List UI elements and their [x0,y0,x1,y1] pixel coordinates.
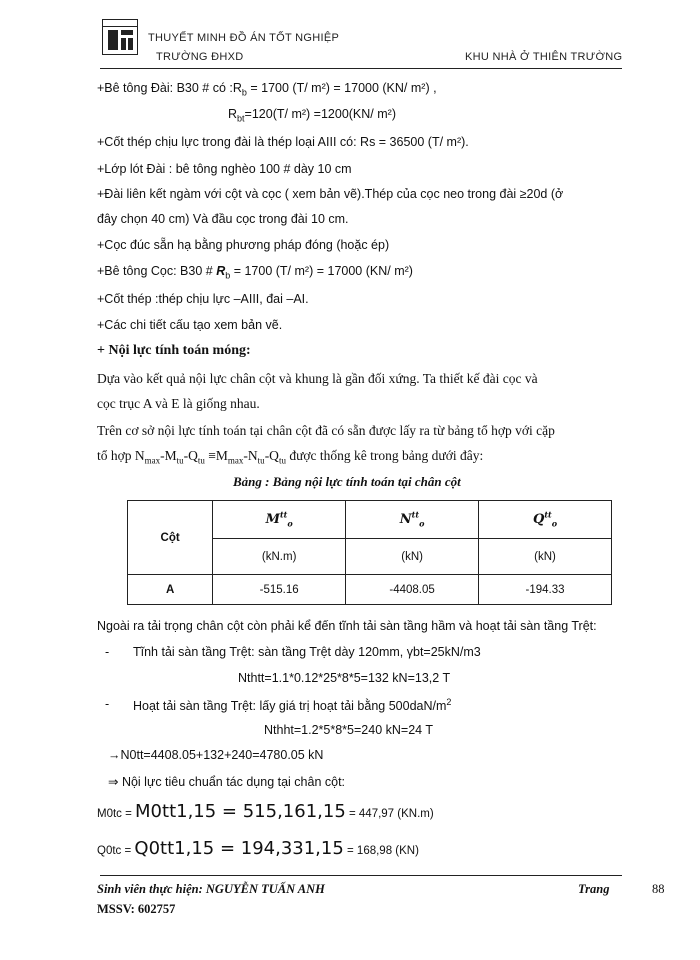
footer-mssv: MSSV: 602757 [97,902,176,916]
line-pile-concrete: +Bê tông Cọc: B30 # $R_b = 1700$ (T/ m²) = 17000 (KN/ m²) [97,264,413,281]
footer-student: Sinh viên thực hiện: NGUYỄN TUẤN ANH [97,882,325,896]
shear-standard-formula: Q0tc = Q0tt1,15 = 194,331,15 = 168,98 (KN) [97,838,419,859]
line-pile-steel: +Cốt thép :thép chịu lực –AIII, đai –AI. [97,292,309,306]
dead-load-formula: Nthtt=1.1*0.12*25*8*5=132 kN=13,2 T [238,671,451,685]
paragraph-line-3: Trên cơ sở nội lực tính toán tại chân cột đã có sẵn được lấy ra từ bảng tổ hợp với cặp [97,423,555,438]
header-school: TRƯỜNG ĐHXD [156,51,244,63]
bullet: - [105,645,110,659]
line-details: +Các chi tiết cấu tạo xem bản vẽ. [97,318,283,332]
moment-standard-formula: M0tc = M0tt1,15 = 515,161,15 = 447,97 (KN.m) [97,801,434,822]
table-cell-n: -4408.05 [346,575,479,605]
header-title: THUYẾT MINH ĐỒ ÁN TỐT NGHIỆP [148,32,340,44]
paragraph-line-2: cọc trục A và E là giống nhau. [97,396,260,411]
footer-trang-label: Trang [578,882,610,896]
table-unit-n: (kN) [346,539,479,575]
table-cell-q: -194.33 [479,575,612,605]
table-caption: Bảng : Bảng nội lực tính toán tại chân cột [233,474,461,489]
paragraph-line-4: tổ hợp $N_{max}-M_{tu}-Q_{tu} \equiv M_{max}-N_{tu}-Q_{tu}$ được thống kê trong bảng dưới đây: [97,448,484,466]
line-lining: +Lớp lót Đài : bê tông nghèo 100 # dày 10 cm [97,162,352,176]
table-header-n: $N^{tt}_o$ [346,501,479,539]
total-normal-force: →N0tt=4408.05+132+240=4780.05 kN [108,748,324,762]
dead-load-line: Tĩnh tải sàn tầng Trệt: sàn tầng Trệt dày 120mm, γbt=25kN/m3 [133,645,481,659]
table-header-q: $Q^{tt}_o$ [479,501,612,539]
school-logo [102,19,138,55]
header-project: KHU NHÀ Ở THIÊN TRƯỜNG [465,51,623,63]
header-rule [100,68,622,69]
section-heading: + Nội lực tính toán móng: [97,343,251,358]
line-pile-method: +Cọc đúc sẵn hạ bằng phương pháp đóng (hoặc ép) [97,238,390,252]
live-load-formula: Nthht=1.2*5*8*5=240 kN=24 T [264,723,433,737]
line-concrete-pile-cap: +Bê tông Đài: B30 # có $:R_b = 1700$ (T/ m²) = 17000 (KN/ m²) , [97,81,437,98]
table-unit-q: (kN) [479,539,612,575]
line-connection: +Đài liên kết ngàm với cột và cọc ( xem bản vẽ).Thép của cọc neo trong đài ≥20d (ở [97,187,564,201]
paragraph-line-1: Dựa vào kết quả nội lực chân cột và khung là gần đối xứng. Ta thiết kế đài cọc và [97,371,538,386]
table-unit-m: (kN.m) [213,539,346,575]
line-steel: +Cốt thép chịu lực trong đài là thép loại AIII có: Rs = 36500 (T/ m²). [97,135,469,149]
table-cell-m: -515.16 [213,575,346,605]
bullet: - [105,697,110,711]
internal-forces-table [127,500,612,605]
line-rbt: $R_{bt}=120(T/$ m²) =1200(KN/ m²) [228,107,396,124]
table-cell-column: A [128,575,213,605]
table-header-column: Cột [128,501,213,575]
line-connection-2: đây chọn 40 cm) Và đầu cọc trong đài 10 cm. [97,212,349,226]
additional-loads-intro: Ngoài ra tải trọng chân cột còn phải kể đến tĩnh tải sàn tầng hầm và hoạt tải sàn tầng Trệt: [97,619,597,633]
live-load-line: Hoạt tải sàn tầng Trệt: lấy giá trị hoạt tải bằng $500daN/m^2$ [133,697,452,714]
standard-forces-heading: ⇒ Nội lực tiêu chuẩn tác dụng tại chân cột: [108,775,346,789]
footer-page-number: 88 [652,882,665,896]
footer-rule [100,875,622,876]
table-header-m: $M^{tt}_o$ [213,501,346,539]
table-row [128,575,612,605]
